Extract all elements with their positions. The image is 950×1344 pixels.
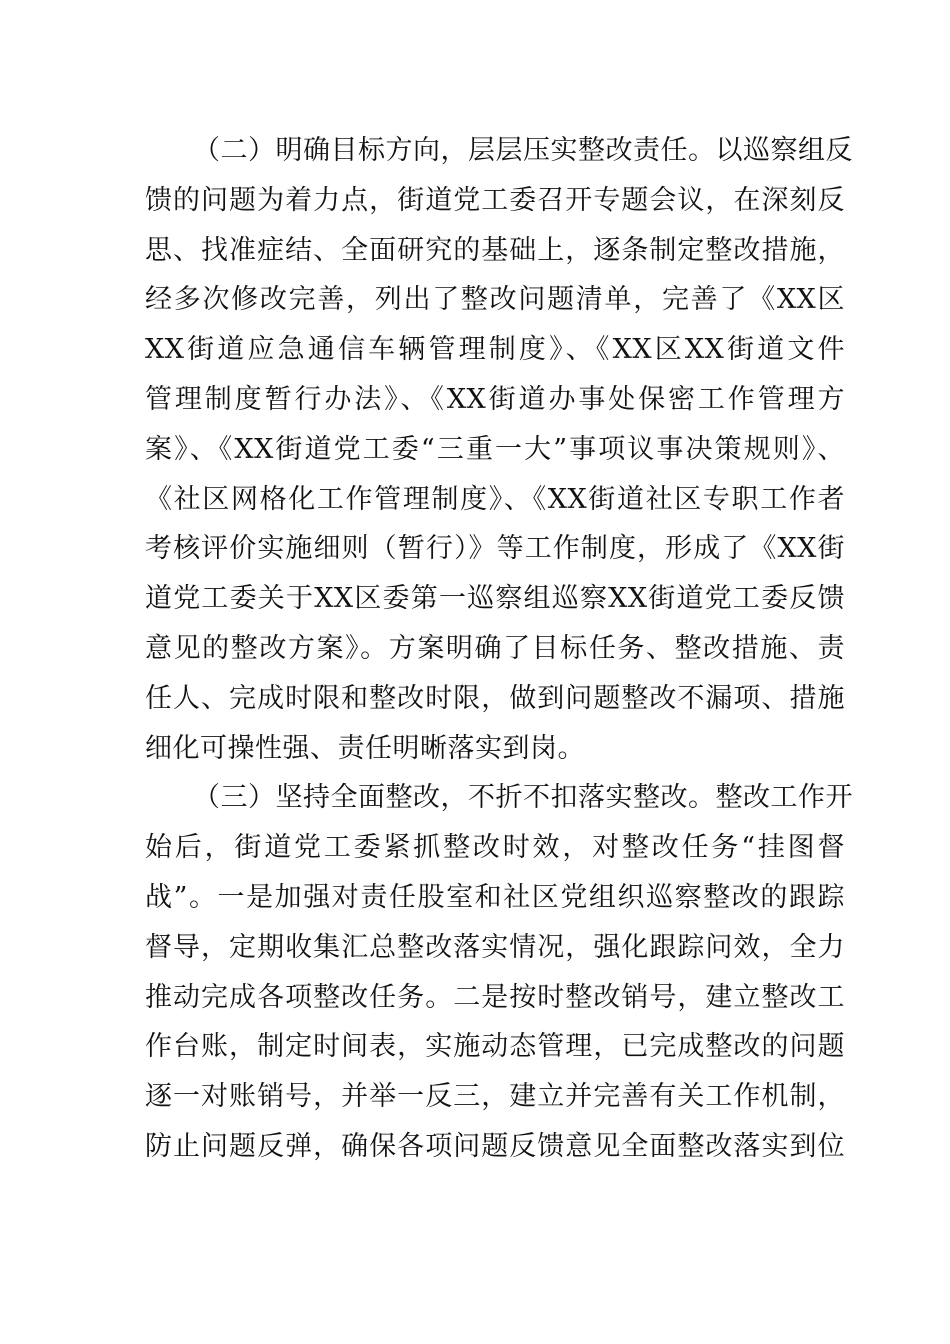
paragraph-line: 督导，定期收集汇总整改落实情况，强化跟踪问效，全力 <box>145 931 845 963</box>
paragraph-line: 作台账，制定时间表，实施动态管理，已完成整改的问题 <box>145 1031 845 1063</box>
paragraph-line: 思、找准症结、全面研究的基础上，逐条制定整改措施， <box>145 234 845 266</box>
paragraph-line: 细化可操性强、责任明晰落实到岗。 <box>145 732 585 764</box>
paragraph-line: 逐一对账销号，并举一反三，建立并完善有关工作机制， <box>145 1081 845 1113</box>
paragraph-line: （二）明确目标方向，层层压实整改责任。以巡察组反 <box>193 135 853 166</box>
paragraph-line: 始后，街道党工委紧抓整改时效，对整改任务“挂图督 <box>145 832 845 864</box>
paragraph-3 <box>145 773 853 1171</box>
paragraph-line: XX街道应急通信车辆管理制度》、《XX区XX街道文件 <box>145 334 845 366</box>
paragraph-line: 《社区网格化工作管理制度》、《XX街道社区专职工作者 <box>145 483 845 515</box>
paragraph-line: （三）坚持全面整改，不折不扣落实整改。整改工作开 <box>193 782 853 814</box>
paragraph-line: 经多次修改完善，列出了整改问题清单，完善了《XX区 <box>145 284 845 316</box>
paragraph-line: 防止问题反弹，确保各项问题反馈意见全面整改落实到位 <box>145 1130 845 1162</box>
paragraph-line: 馈的问题为着力点，街道党工委召开专题会议，在深刻反 <box>145 184 845 216</box>
paragraph-line: 案》、《XX街道党工委“三重一大”事项议事决策规则》、 <box>145 433 845 465</box>
paragraph-line: 任人、完成时限和整改时限，做到问题整改不漏项、措施 <box>145 682 845 714</box>
paragraph-line: 管理制度暂行办法》、《XX街道办事处保密工作管理方 <box>145 383 845 415</box>
paragraph-line: 战”。一是加强对责任股室和社区党组织巡察整改的跟踪 <box>145 881 845 913</box>
paragraph-2 <box>145 126 853 773</box>
paragraph-line: 道党工委关于XX区委第一巡察组巡察XX街道党工委反馈 <box>145 583 845 615</box>
document-body <box>145 126 853 1172</box>
paragraph-line: 推动完成各项整改任务。二是按时整改销号，建立整改工 <box>145 981 845 1013</box>
paragraph-line: 意见的整改方案》。方案明确了目标任务、整改措施、责 <box>145 632 845 664</box>
paragraph-line: 考核评价实施细则（暂行）》等工作制度，形成了《XX街 <box>145 533 845 565</box>
